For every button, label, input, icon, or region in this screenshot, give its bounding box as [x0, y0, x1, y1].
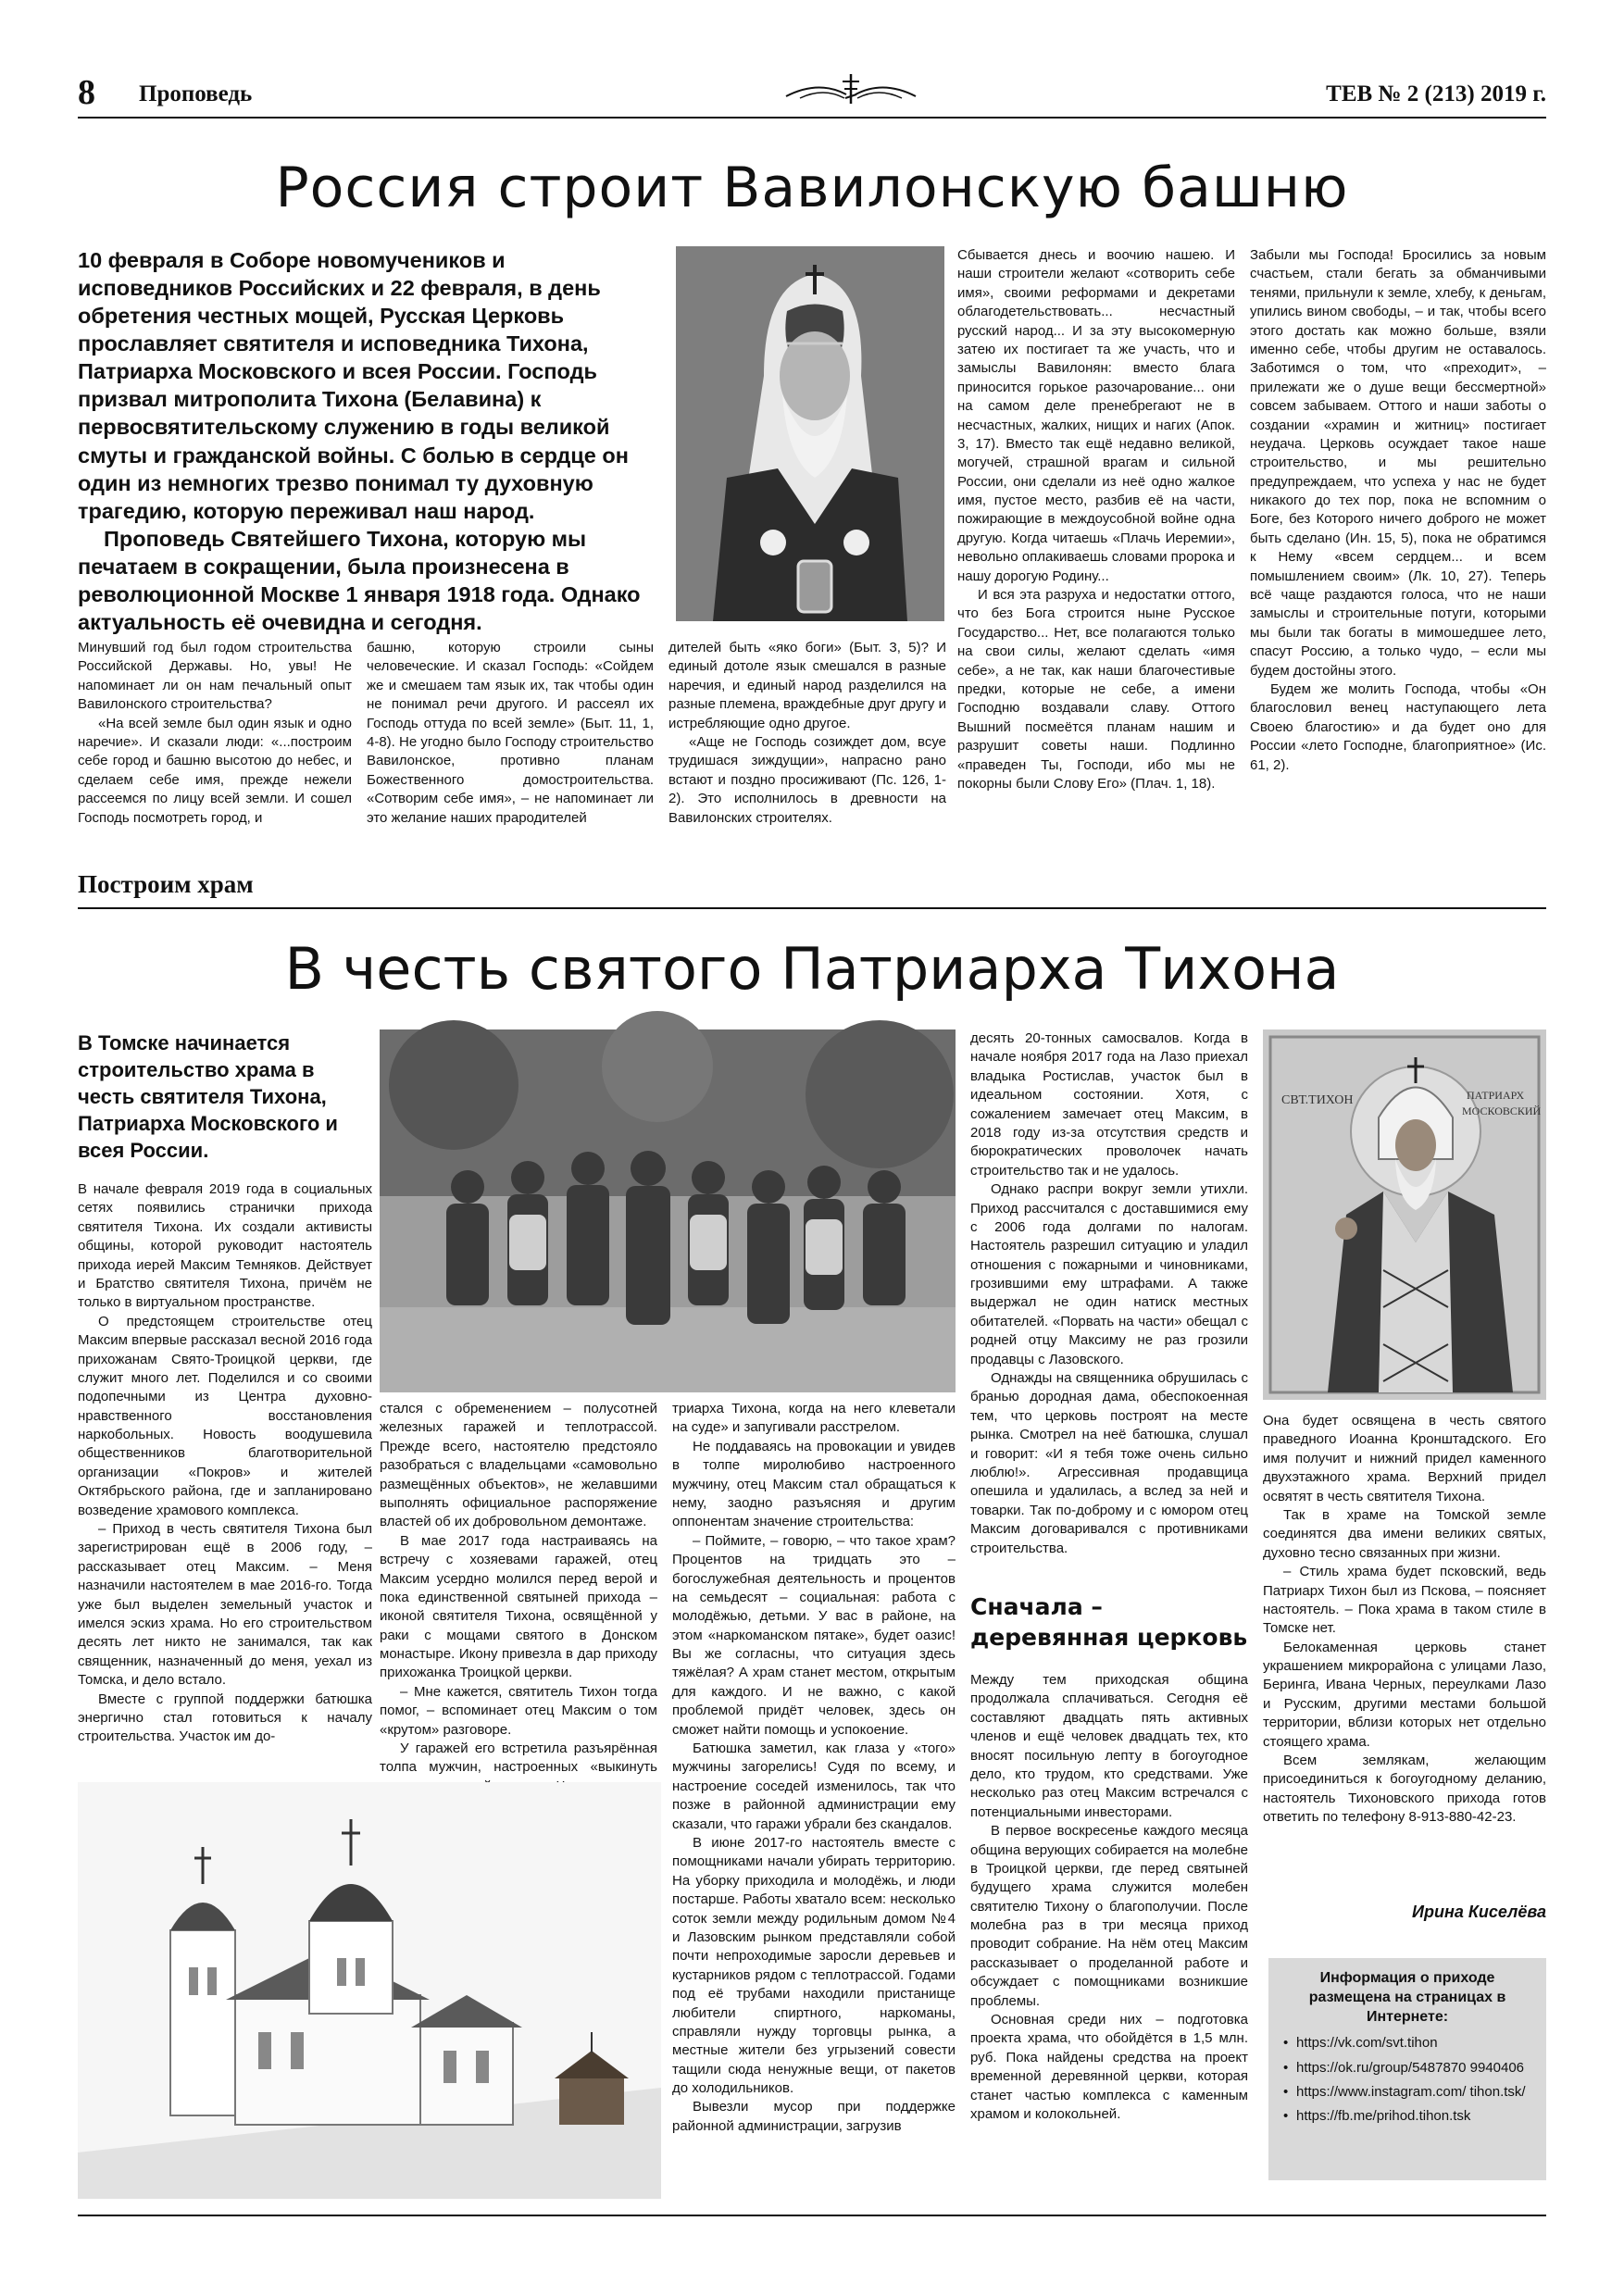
footer-rule [78, 2215, 1546, 2216]
article2-subheading: Сначала – деревянная церковь [970, 1593, 1248, 1651]
parish-info-box [1268, 1958, 1546, 2180]
group-photo-icon [380, 1029, 956, 1392]
article2-lead-text: В Томске начинается строительство храма в честь святителя Тихона, Патриарха Московского и всея России. [78, 1031, 338, 1163]
article1-col1-p1: Минувший год был годом строительства Российской Державы. Но, увы! Не напоминает ли он нам печальный опыт Вавилонского строительства? [78, 640, 352, 713]
article2-colD-p1: десять 20-тонных самосвалов. Когда в начале ноября 2017 года на Лазо приехал владыка Ростислав, участок был в идеальном состоянии. Хотя, с сожалением замечает отец Максим, в 2018 году из-за отсутствия средств и бюрократических проволочек начать строительство так и не удалось. [970, 1030, 1248, 1179]
article1-col3-p2: «Аще не Господь созиждет дом, всуе трудишася зиждущии», напрасно рано встают и поздно просиживают (Пс. 126, 1-2). Это исполнилось в древности на Вавилонских строителях. [668, 733, 946, 826]
article2-colE-p2: Так в храме на Томской земле соединятся два имени великих святых, духовно тесно связанных при жизни. [1263, 1506, 1546, 1561]
article2-colE-p1: Она будет освящена в честь святого праведного Иоанна Кронштадского. Его имя получит и нижний придел каменного двухэтажного храма. Верхний придел освятят в честь святителя Тихона. [1263, 1413, 1546, 1504]
article2-colC-p6: Вывезли мусор при поддержке районной администрации, загрузив [672, 2099, 956, 2134]
article2-colC-p5: В июне 2017-го настоятель вместе с помощниками начали убирать территорию. На уборку приходила и молодёжь, и люди постарше. Работы хватало всем: несколько соток земли между родильным домом №4 и Лазовским рынком представляли собой почти непроходимые заросли деревьев и кустарников рядом с теплотрассой. Годами под её трубами находили пристанище любители спиртного, наркоманы, справляли нужду торговцы рынка, а местные жители без угрызений совести тащили сюда ненужные вещи, от пакетов до холодильников. [672, 1834, 956, 2097]
issue-info: ТЕВ № 2 (213) 2019 г. [1326, 81, 1546, 106]
article2-colC-p2: Не поддаваясь на провокации и увидев в толпе миролюбиво настроенного мужчину, отец Максим стал обращаться к нему, заодно разъясняя и другим оппонентам значение строительства: [672, 1438, 956, 1530]
article2-colA-p1: В начале февраля 2019 года в социальных сетях появились странички прихода святителя Тихона. Их создали активисты общины, которой руководит настоятель прихода иерей Максим Темняков. Действует и Братство святителя Тихона, причём не только в виртуальном пространстве. [78, 1181, 372, 1311]
article1-col1-p2: «На всей земле был один язык и одно наречие». И сказали люди: «...построим себе город и башню высотою до небес, и сделаем себе имя, прежде нежели рассеемся по лицу всей земли. И сошел Господь посмотреть город, и [78, 715, 352, 826]
article2-title: В честь святого Патриарха Тихона [284, 935, 1340, 1003]
saint-icon-icon [1263, 1029, 1546, 1400]
link-facebook[interactable]: https://fb.me/prihod.tihon.tsk [1296, 2108, 1471, 2125]
patriarch-portrait-icon [676, 246, 944, 621]
article2-colC-p1: триарха Тихона, когда на него клеветали на суде» и запугивали расстрелом. [672, 1401, 956, 1436]
page-number: 8 [78, 73, 95, 112]
article2-colC-p4: Батюшка заметил, как глаза у «того» мужчины загорелись! Судя по всему, и настроение соседей изменилось, так что позже в районной администрации ему сказали, что гаражи убрали без скандалов. [672, 1741, 956, 1832]
article1-col2-p1: башню, которую строили сыны человеческие. И сказал Господь: «Сойдем же и смешаем там язык их, так чтобы один не понимал речи другого. И рассеял их Господь оттуда по всей земле» (Быт. 11, 1, 4-8). Не угодно было Господу строительство Вавилонское, противно планам Божественного домостроительства. «Сотворим себе имя», – не напоминает ли это желание наших прародителей [367, 640, 654, 826]
article2-lead [78, 1029, 365, 1164]
header-rule [78, 117, 1546, 119]
link-instagram[interactable]: https://www.instagram.com/ tihon.tsk/ [1296, 2083, 1526, 2100]
patriarch-tikhon-photo [676, 246, 944, 621]
info-link-item[interactable] [1283, 2059, 1531, 2078]
community-group-photo [380, 1029, 956, 1392]
svg-text:СВТ.ТИХОН: СВТ.ТИХОН [1281, 1093, 1354, 1107]
bullet-icon: • [1283, 2059, 1289, 2076]
article2-colD-p4: Между тем приходская община продолжала сплачиваться. Сегодня её составляют двадцать пять активных членов и ещё человек двадцать тех, кто вносят посильную лепту в богоугодное дело, кто трудом, кто средствами. Уже несколько раз отец Максим встречался с потенциальными инвесторами. [970, 1672, 1248, 1820]
article2-colD-p6: Основная среди них – подготовка проекта храма, что обойдётся в 1,5 млн. руб. Пока найдены средства на проект временной деревянной церкви, которая станет частью комплекса с каменным храмом и колокольней. [970, 2012, 1248, 2122]
info-link-item[interactable] [1283, 2107, 1531, 2126]
info-link-item[interactable] [1283, 2083, 1531, 2102]
article1-col5 [1250, 246, 1546, 839]
article2-colD-p2: Однако распри вокруг земли утихли. Приход рассчитался с доставшимися ему с 2006 года долгами по налогам. Настоятель разрешил ситуацию и уладил отношения с пожарными и чиновниками, грозившими ему штрафами. А также выдержал не один натиск местных обитателей. «Порвать на части» обещал с родней отцу Максиму не раз грозили продавцы с Лазовского. [970, 1181, 1248, 1367]
article2-colA-p3: – Приход в честь святителя Тихона был зарегистрирован ещё в 2006 году, – рассказывает отец Максим. – Меня назначили настоятелем в мае 2016-го. Тогда уже был выделен земельный участок и имелся эскиз храма. Но его строительством десять лет никто не занимался, так как священник, назначенный до меня, уехал из Томска, и дело встало. [78, 1521, 372, 1689]
article2-colC [672, 1400, 956, 2196]
info-link-item[interactable] [1283, 2034, 1531, 2053]
section2-rule [78, 907, 1546, 909]
section-title: Проповедь [139, 81, 253, 106]
article1-title: Россия строит Вавилонскую башню [275, 156, 1349, 220]
article2-colB-p4: У гаражей его встретила разъярённая толпа мужчин, настроенных «выкинуть [380, 1741, 657, 1776]
article1-col2 [367, 639, 654, 842]
article2-byline: Ирина Киселёва [1412, 1903, 1546, 1921]
article2-colD-p3: Однажды на священника обрушилась с бранью дородная дама, обеспокоенная тем, что церковь построят на месте рынка. Смотрел на неё батюшка, слушал и говорит: «И я тебя тоже очень сильно люблю!». Агрессивная продавщица опешила и удалилась, а вслед за ней и товарки. Так по-доброму и с юмором отец Максим договаривался с противниками строительства. [970, 1370, 1248, 1556]
info-link-list [1268, 2034, 1546, 2126]
article2-colE-p4: Белокаменная церковь станет украшением микрорайона с улицами Лазо, Беринга, Ивана Черных, переулками Лазо и Русским, другими местами большой территории, вблизи которых нет отдельно стоящего храма. [1263, 1639, 1546, 1750]
article2-colE-p5: Всем землякам, желающим присоединиться к богоугодному деланию, настоятель Тихоновского прихода готов ответить по телефону 8-913-880-42-23. [1263, 1753, 1546, 1826]
bullet-icon: • [1283, 2035, 1289, 2052]
church-rendering [78, 1782, 661, 2199]
article2-colB-p2: В мае 2017 года настраиваясь на встречу с хозяевами гаражей, отец Максим усердно молился перед верой и пока единственной святыней прихода – иконой святителя Тихона, освящённой у раки с мощами святого в Донском монастыре. Икону привезла в дар приходу прихожанка Троицкой церкви. [380, 1532, 657, 1681]
article1-col3 [668, 639, 946, 842]
article1-col4 [957, 246, 1235, 839]
article1-col5-p2: Будем же молить Господа, чтобы «Он благословил венец наступающего лета Своею благостию» и да будет оно для России «лето Господне, благоприятное» (Ис. 61, 2). [1250, 680, 1546, 773]
article1-col4-p1: Сбывается днесь и воочию нашею. И наши строители желают «сотворить себе имя», своими реформами и декретами облагодетельствовать... несчастный русский народ... И за эту высокомерную затею их постигает та же участь, что и замыслы Вавилонян: вместо блага приносится горькое разочарование... они на самом деле пренебрегают не в несчастных, жалких, нищих и нагих (Апок. 3, 17). Вместо так ещё недавно великой, могучей, страшной врагам и сильной России, они сделали из неё одно жалкое имя, пустое место, разбив её на части, пожирающие в междоусобной войне одна другую. Когда читаешь «Плачь Иеремии», невольно оплакиваешь словами пророка и нашу дорогую Родину... [957, 247, 1235, 584]
info-box-title: Информация о приходе размещена на страницах в Интернете: [1308, 1970, 1506, 2025]
bullet-icon: • [1283, 2083, 1289, 2100]
article1-lead [78, 246, 661, 636]
article1-col5-p1: Забыли мы Господа! Бросились за новым счастьем, стали бегать за обманчивыми тенями, прильнули к земле, хлебу, к деньгам, упились вином свободы, – и так, чтобы всего этого достать как можно больше, взяли именно себе, чтобы другим не оставалось. Заботимся о том, что «преходит», – прилежати же о душе вещи бессмертной» совсем забываем. Оттого и наши заботы о создании «храмин и житниц» постигает неудача. Церковь осуждает такое наше строительство, и мы решительно предупреждаем, что успеха у нас не будет никакого до тех пор, пока не вспомним о Боге, без Которого ничего доброго не может быть сделано (Ин. 15, 5), пока не обратимся к Нему «всем сердцем... и всем помышлением своим» (Лк. 10, 27). Теперь всё чаще раздаются голоса, что не наши замыслы и строительные потуги, которыми мы были так богаты в мимошедшее лето, спасут Россию, а только чудо, – если мы будем достойны этого. [1250, 247, 1546, 679]
article1-lead-p2: Проповедь Святейшего Тихона, которую мы печатаем в сокращении, была произнесена в революционной Москве 1 января 1918 года. Однако актуальность её очевидна и сегодня. [78, 526, 641, 635]
svg-text:МОСКОВСКИЙ: МОСКОВСКИЙ [1462, 1104, 1542, 1117]
link-vk[interactable]: https://vk.com/svt.tihon [1296, 2035, 1438, 2052]
article1-lead-p1: 10 февраля в Соборе новомучеников и исповедников Российских и 22 февраля, в день обретения честных мощей, Русская Церковь прославляет святителя и исповедника Тихона, Патриарха Московского и всея России. Господь призвал митрополита Тихона (Белавина) к первосвятительскому служению в годы великой смуты и гражданской войны. С болью в сердце он один из немногих трезво понимал ту духовную трагедию, которую переживал наш народ. [78, 248, 629, 523]
article1-col3-p1: дителей быть «яко боги» (Быт. 3, 5)? И единый дотоле язык смешался в разные наречия, и единый народ разделился на разные племена, враждебные друг другу и истребляющие одно другое. [668, 640, 946, 731]
article2-colE [1263, 1412, 1546, 1893]
article2-colD-top [970, 1029, 1248, 1576]
page-header [78, 70, 1546, 117]
article2-colA [78, 1180, 372, 1773]
svg-text:ПАТРИАРХ: ПАТРИАРХ [1467, 1089, 1525, 1102]
link-ok[interactable]: https://ok.ru/group/5487870 9940406 [1296, 2059, 1525, 2076]
saint-tikhon-icon-image [1263, 1029, 1546, 1400]
section2-label: Построим храм [78, 870, 254, 898]
header-ornament-icon [781, 70, 920, 107]
church-building-icon [78, 1782, 661, 2199]
article1-col1 [78, 639, 352, 842]
bullet-icon: • [1283, 2108, 1289, 2125]
article2-colD-bottom [970, 1671, 1248, 2199]
article2-colB [380, 1400, 657, 1775]
article1-col4-p2: И вся эта разруха и недостатки оттого, что без Бога строится ныне Русское Государство... Нет, все полагаются только на свои силы, желают сделать «имя себе», а не так, как наши благочестивые предки, которые не себе, а имени Господню воздавали славу. Оттого Вышний посмеётся планам нашим и разрушит советы наши. Подлинно «праведен Ты, Господи, ибо мы не покорны были Слову Его» (Плач. 1, 18). [957, 587, 1235, 792]
article2-colB-p1: стался с обременением – полусотней железных гаражей и теплотрассой. Прежде всего, настоятелю предстояло разобраться с владельцами «самовольно размещённых объектов», не желавшими выполнять официальное распоряжение властей об их добровольном демонтаже. [380, 1401, 657, 1530]
article2-colC-p3: – Поймите, – говорю, – что такое храм? Процентов на тридцать это – богослужебная деятельность и процентов на семьдесят – социальная: работа с молодёжью, детьми. У вас в районе, на этом «наркоманском пятаке», будет оазис! Вы же согласны, что ситуация здесь тяжёлая? А храм станет местом, открытым для каждого. И не важно, с какой проблемой придёт человек, здесь он сможет найти помощь и успокоение. [672, 1532, 956, 1738]
article2-colE-p3: – Стиль храма будет псковский, ведь Патриарх Тихон был из Пскова, – поясняет настоятель. – Пока храма в таком стиле в Томске нет. [1263, 1564, 1546, 1637]
article2-colA-p2: О предстоящем строительстве отец Максим впервые рассказал весной 2016 года прихожанам Свято-Троицкой церкви, где служит много лет. Поделился и со своими подопечными из Центра духовно-нравственного восстановления наркобольных. Новость воодушевила общественников благотворительной организации «Покров» и жителей Октябрьского района, где и запланировано возведение храмового комплекса. [78, 1313, 372, 1518]
article2-colB-p3: – Мне кажется, святитель Тихон тогда помог, – вспоминает отец Максим о том «крутом» разговоре. [380, 1683, 657, 1738]
article2-colA-p4: Вместе с группой поддержки батюшка энергично стал готовиться к началу строительства. Участок им до- [78, 1691, 372, 1745]
article2-colD-p5: В первое воскресенье каждого месяца община верующих собирается на молебне в Троицкой церкви, где перед святыней будущего храма служится молебен святителю Тихону о благополучии. После молебна раз в три месяца приход проводит собрание. На нём отец Максим рассказывает о проделанной работе и обсуждает с помощниками возникшие проблемы. [970, 1823, 1248, 2009]
